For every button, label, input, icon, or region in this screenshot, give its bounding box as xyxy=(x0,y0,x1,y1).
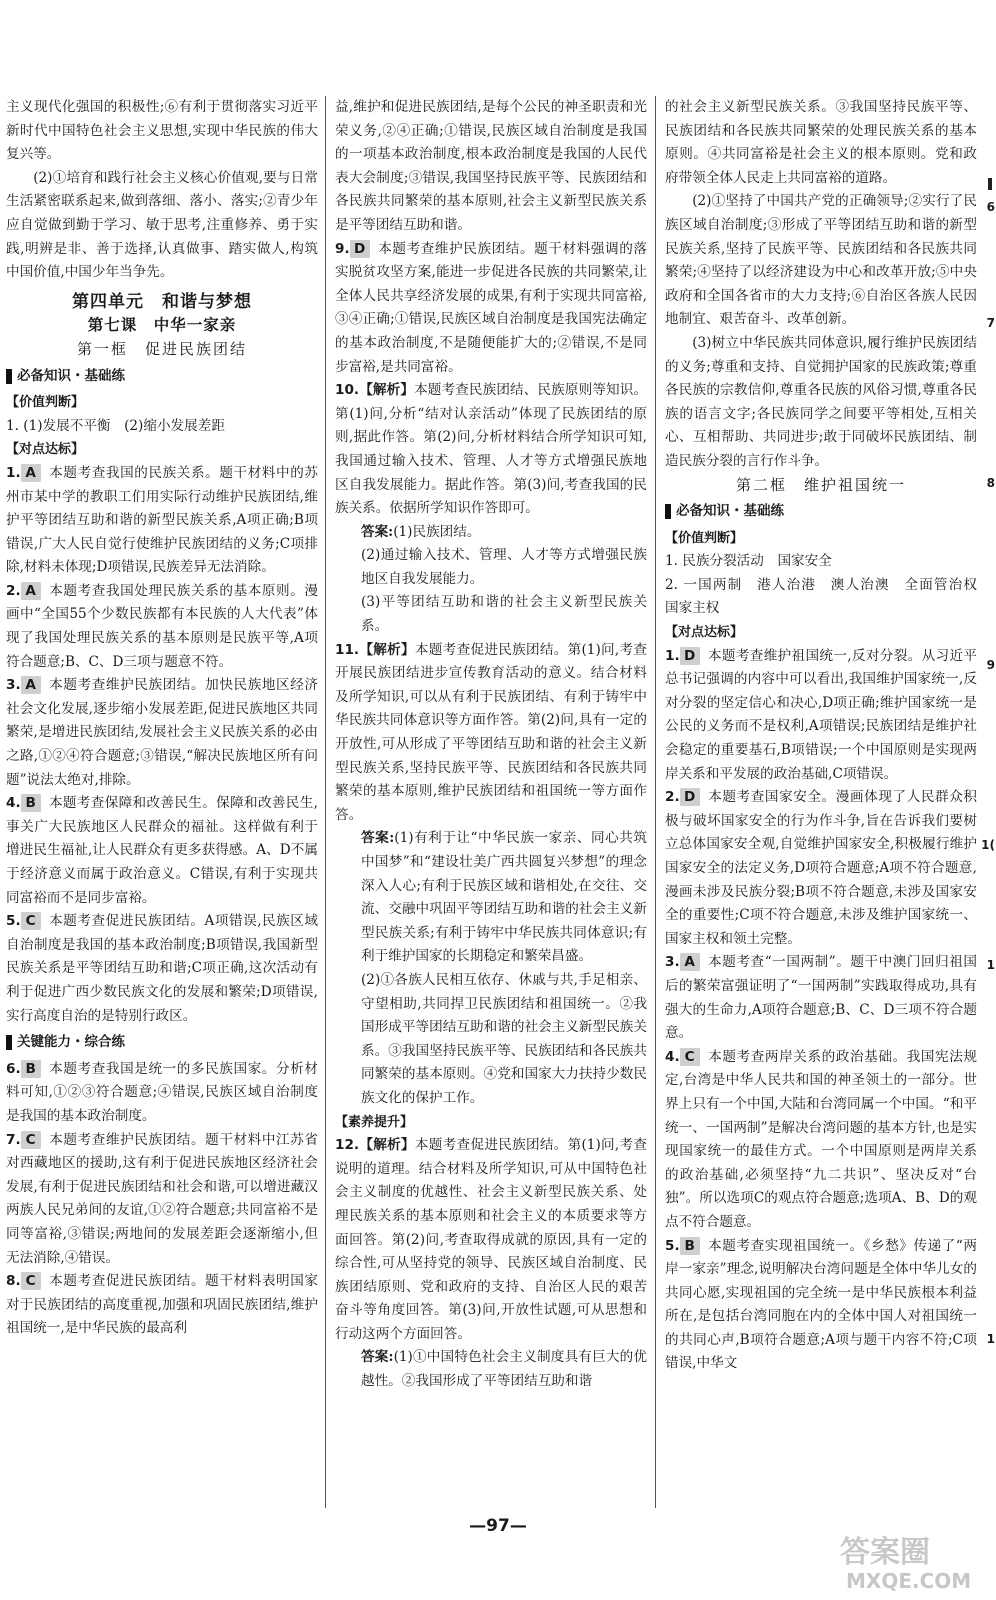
tag-literacy: 【素养提升】 xyxy=(335,1114,414,1130)
answer-box: C xyxy=(680,1048,700,1066)
question-item: 4. B 本题考查保障和改善民生。保障和改善民生,事关广大民族地区人民群众的福祉。这样做有利于增进民生福祉,让人民群众有更多获得感。A、D不属于经济意义而属于政治意义。C错误,有利于实现共同富裕而不是同步富裕。 xyxy=(6,795,318,906)
answer-box: A xyxy=(680,953,700,971)
answer-line: (3)平等团结互助和谐的社会主义新型民族关系。 xyxy=(361,594,647,635)
answer-box: C xyxy=(21,1272,41,1290)
section-heading: 必备知识・基础练 xyxy=(6,365,318,389)
column-right xyxy=(665,96,991,1376)
answer-box: B xyxy=(21,794,41,812)
tag-value-judgment: 【价值判断】 xyxy=(6,395,85,411)
tag-target: 【对点达标】 xyxy=(665,625,744,641)
tag-value-judgment: 【价值判断】 xyxy=(665,530,744,546)
watermark-text: 答案圈 xyxy=(840,1535,930,1570)
value-answer: 1. 民族分裂活动 国家安全 xyxy=(665,553,832,570)
frame-heading: 第二框 维护祖国统一 xyxy=(735,475,906,494)
frame-heading: 第一框 促进民族团结 xyxy=(76,339,247,358)
column-left xyxy=(6,96,318,1341)
edge-digit: 6 xyxy=(986,200,995,214)
answer-box: C xyxy=(21,1131,41,1149)
answer-box: D xyxy=(680,788,700,806)
answer-box: A xyxy=(21,582,41,600)
question-item: 12.【解析】本题考查促进民族团结。第(1)问,考查说明的道理。结合材料及所学知识,可从中国特色社会主义制度的优越性、社会主义新型民族关系、处理民族关系的基本原则和社会主义的本质要求等方面回答。第(2)问,考查取得成就的原因,具有一定的综合性,可从坚持党的领导、民族区域自治制度、民族团结原则、党和政府的支持、自治区人民的艰苦奋斗等角度回答。第(3)问,开放性试题,可从思想和行动这两个方面回答。 xyxy=(335,1137,648,1342)
paragraph: (3)树立中华民族共同体意识,履行维护民族团结的义务;尊重和支持、自觉拥护国家的民族政策;尊重各民族的宗教信仰,尊重各民族的风俗习惯,尊重各民族的语言文字;各民族同学之间要平等相处,互相关心、互相帮助、共同进步;敢于同破坏民族团结、制造民族分裂的言行作斗争。 xyxy=(665,334,977,469)
section-bar-icon xyxy=(6,1035,12,1050)
answer-box: D xyxy=(680,647,700,665)
paragraph: 主义现代化强国的积极性;⑥有利于贯彻落实习近平新时代中国特色社会主义思想,实现中华民族的伟大复兴等。 xyxy=(6,99,318,163)
question-item: 9. D 本题考查维护民族团结。题干材料强调的落实脱贫攻坚方案,能进一步促进各民族的共同繁荣,让全体人民共享经济发展的成果,有利于实现共同富裕,③④正确;①错误,民族区域自治制度是我国宪法确定的基本政治制度,不是随便能扩大的;②错误,不是同步富裕,是共同富裕。 xyxy=(335,240,647,375)
section-heading: 必备知识・基础练 xyxy=(665,500,977,524)
section-heading: 关键能力・综合练 xyxy=(6,1031,318,1055)
question-item: 11.【解析】本题考查促进民族团结。第(1)问,考查开展民族团结进步宣传教育活动的意义。结合材料及所学知识,可以从有利于民族团结、有利于铸牢中华民族共同体意识等方面作答。第(2)问,具有一定的开放性,可从形成了平等团结互助和谐的社会主义新型民族关系,坚持民族平等、民族团结和各民族共同繁荣的基本原则,维护民族团结和祖国统一等方面作答。 xyxy=(335,641,648,823)
question-item: 5. B 本题考查实现祖国统一。《乡愁》传递了“两岸一家亲”理念,说明解决台湾问题是全体中华儿女的共同心愿,实现祖国的完全统一是中华民族根本利益所在,是包括台湾同胞在内的全体中国人对祖国统一的共同心声,B项符合题意;A项与题干内容不符;C项错误,中华文 xyxy=(665,1237,977,1372)
page-number: —97— xyxy=(469,1516,527,1536)
watermark-logo xyxy=(836,1528,986,1594)
edge-digit: 1( xyxy=(981,838,995,852)
question-item: 10.【解析】本题考查民族团结、民族原则等知识。第(1)问,分析“结对认亲活动”体现了民族团结的原则,据此作答。第(2)问,分析材料结合所学知识可知,我国通过输入技术、管理、人才等方式增强民族地区自我发展能力。据此作答。第(3)问,考查我国的民族关系。依据所学知识作答即可。 xyxy=(335,382,648,517)
tag-target: 【对点达标】 xyxy=(6,442,85,458)
column-middle xyxy=(335,96,647,1394)
question-item: 5. C 本题考查促进民族团结。A项错误,民族区域自治制度是我国的基本政治制度;B项错误,我国新型民族关系是平等团结互助和谐;C项正确,这次活动有利于促进广西少数民族文化的发展和繁荣;D项错误,实行高度自治的是特别行政区。 xyxy=(6,913,318,1024)
edge-digit: 7 xyxy=(986,316,995,330)
watermark-url: MXQE.COM xyxy=(846,1569,972,1593)
watermark-icon xyxy=(836,1528,986,1594)
question-item: 2. D 本题考查国家安全。漫画体现了人民群众积极与破坏国家安全的行为作斗争,旨在告诉我们要树立总体国家安全观,自觉维护国家安全,积极履行维护国家安全的法定义务,D项符合题意;A项不符合题意,漫画未涉及民族分裂;B项不符合题意,未涉及国家安全的重要性;C项不符合题意,未涉及维护国家统一、国家主权和领土完整。 xyxy=(665,789,977,947)
question-item: 6. B 本题考查我国是统一的多民族国家。分析材料可知,①②③符合题意;④错误,民族区域自治制度是我国的基本政治制度。 xyxy=(6,1060,318,1124)
column-divider xyxy=(325,96,326,1508)
section-bar-icon xyxy=(6,369,12,384)
paragraph: 的社会主义新型民族关系。③我国坚持民族平等、民族团结和各民族共同繁荣的处理民族关系的基本原则。④共同富裕是社会主义的根本原则。党和政府带领全体人民走上共同富裕的道路。 xyxy=(665,99,977,186)
question-item: 3. A 本题考查“一国两制”。题干中澳门回归祖国后的繁荣富强证明了“一国两制”实践取得成功,具有强大的生命力,A项符合题意;B、C、D三项不符合题意。 xyxy=(665,954,977,1042)
answer-box: C xyxy=(21,912,41,930)
edge-digit: 1 xyxy=(986,1332,995,1346)
column-divider xyxy=(655,96,656,1508)
answer-line: 答案:(1)民族团结。 xyxy=(361,523,481,540)
paragraph: (2)①坚持了中国共产党的正确领导;②实行了民族区域自治制度;③形成了平等团结互助和谐的新型民族关系,坚持了民族平等、民族团结和各民族共同繁荣;④坚持了以经济建设为中心和改革开放;⑤中央政府和全国各省市的大力支持;⑥自治区各族人民因地制宜、艰苦奋斗、改革创新。 xyxy=(665,193,977,328)
edge-digits xyxy=(982,96,996,1516)
lesson-heading: 第七课 中华一家亲 xyxy=(87,316,237,335)
question-item: 1. D 本题考查维护祖国统一,反对分裂。从习近平总书记强调的内容中可以看出,我国维护国家统一,反对分裂的坚定信心和决心,D项正确;维护国家统一是公民的义务而不是权利,A项错误;民族团结是维护社会稳定的重要基石,B项错误;一个中国原则是实现两岸关系和平发展的政治基础,C项错误。 xyxy=(665,647,977,782)
edge-digit: 9 xyxy=(986,658,995,672)
question-item: 7. C 本题考查维护民族团结。题干材料中江苏省对西藏地区的援助,这有利于促进民族地区经济社会发展,有利于促进民族团结和社会和谐,可以增进藏汉两族人民兄弟间的友谊,①②符合题意;共同富裕不是同等富裕,③错误;两地间的发展差距会逐渐缩小,但无法消除,④错误。 xyxy=(6,1131,318,1266)
question-item: 4. C 本题考查两岸关系的政治基础。我国宪法规定,台湾是中华人民共和国的神圣领土的一部分。世界上只有一个中国,大陆和台湾同属一个中国。“和平统一、一国两制”是解决台湾问题的基本方针,也是实现国家统一的最佳方式。一个中国原则是两岸关系的政治基础,必须坚持“九二共识”、坚决反对“台独”。所以选项C的观点符合题意;选项A、B、D的观点不符合题意。 xyxy=(665,1048,977,1230)
edge-digit: 8 xyxy=(986,476,995,490)
unit-heading: 第四单元 和谐与梦想 xyxy=(72,291,252,312)
answer-line: (2)通过输入技术、管理、人才等方式增强民族地区自我发展能力。 xyxy=(361,547,647,587)
paragraph: (2)①培育和践行社会主义核心价值观,要与日常生活紧密联系起来,做到落细、落小、落实;②青少年应自觉做到勤于学习、敏于思考,注重修养、勇于实践,明辨是非、善于选择,认真做事、踏实做人,构筑中国价值,中国少年当争先。 xyxy=(6,169,318,281)
question-item: 3. A 本题考查维护民族团结。加快民族地区经济社会文化发展,逐步缩小发展差距,促进民族地区共同繁荣,是增进民族团结,发展社会主义民族关系的必由之路,①②④符合题意;③错误,“解决民族地区所有问题”说法太绝对,排除。 xyxy=(6,677,318,788)
answer-box: A xyxy=(21,676,41,694)
answer-line: 答案:(1)①中国特色社会主义制度具有巨大的优越性。②我国形成了平等团结互助和谐 xyxy=(361,1349,647,1390)
value-answer: 1. (1)发展不平衡 (2)缩小发展差距 xyxy=(6,417,225,434)
paragraph: 益,维护和促进民族团结,是每个公民的神圣职责和光荣义务,②④正确;①错误,民族区域自治制度是我国的一项基本政治制度,根本政治制度是我国的人民代表大会制度;③错误,我国坚持民族平等、民族团结和各民族共同繁荣的基本原则,社会主义新型民族关系是平等团结互助和谐。 xyxy=(335,99,647,233)
section-bar-icon xyxy=(665,504,671,519)
answer-box: D xyxy=(350,240,370,258)
answer-line: (2)①各族人民相互依存、休戚与共,手足相亲、守望相助,共同捍卫民族团结和祖国统一。②我国形成平等团结互助和谐的社会主义新型民族关系。③我国坚持民族平等、民族团结和各民族共同繁荣的基本原则。④党和国家大力扶持少数民族文化的保护工作。 xyxy=(361,971,647,1106)
question-item: 8. C 本题考查促进民族团结。题干材料表明国家对于民族团结的高度重视,加强和巩固民族团结,维护祖国统一,是中华民族的最高利 xyxy=(6,1273,318,1337)
answer-box: A xyxy=(21,464,41,482)
answer-line: 答案:(1)有利于让“中华民族一家亲、同心共筑中国梦”和“建设壮美广西共圆复兴梦想”的理念深入人心;有利于民族区域和谐相处,在交往、交流、交融中巩固平等团结互助和谐的社会主义新型民族关系;有利于铸牢中华民族共同体意识;有利于维护国家的长期稳定和繁荣昌盛。 xyxy=(361,830,647,965)
answer-box: B xyxy=(680,1237,700,1255)
edge-digit: 1 xyxy=(986,958,995,972)
answer-box: B xyxy=(21,1060,41,1078)
question-item: 1. A 本题考查我国的民族关系。题干材料中的苏州市某中学的教职工们用实际行动维护民族团结,维护平等团结互助和谐的新型民族关系,A项正确;B项错误,广大人民自觉行使维护民族团结的义务;C项排除,材料未体现;D项错误,民族差异无法消除。 xyxy=(6,464,318,576)
value-answer: 2. 一国两制 港人治港 澳人治澳 全面管治权 国家主权 xyxy=(665,576,991,617)
question-item: 2. A 本题考查我国处理民族关系的基本原则。漫画中“全国55个少数民族都有本民族的人大代表”体现了我国处理民族关系的基本原则是民族平等,A项符合题意;B、C、D三项与题意不符。 xyxy=(6,582,318,670)
